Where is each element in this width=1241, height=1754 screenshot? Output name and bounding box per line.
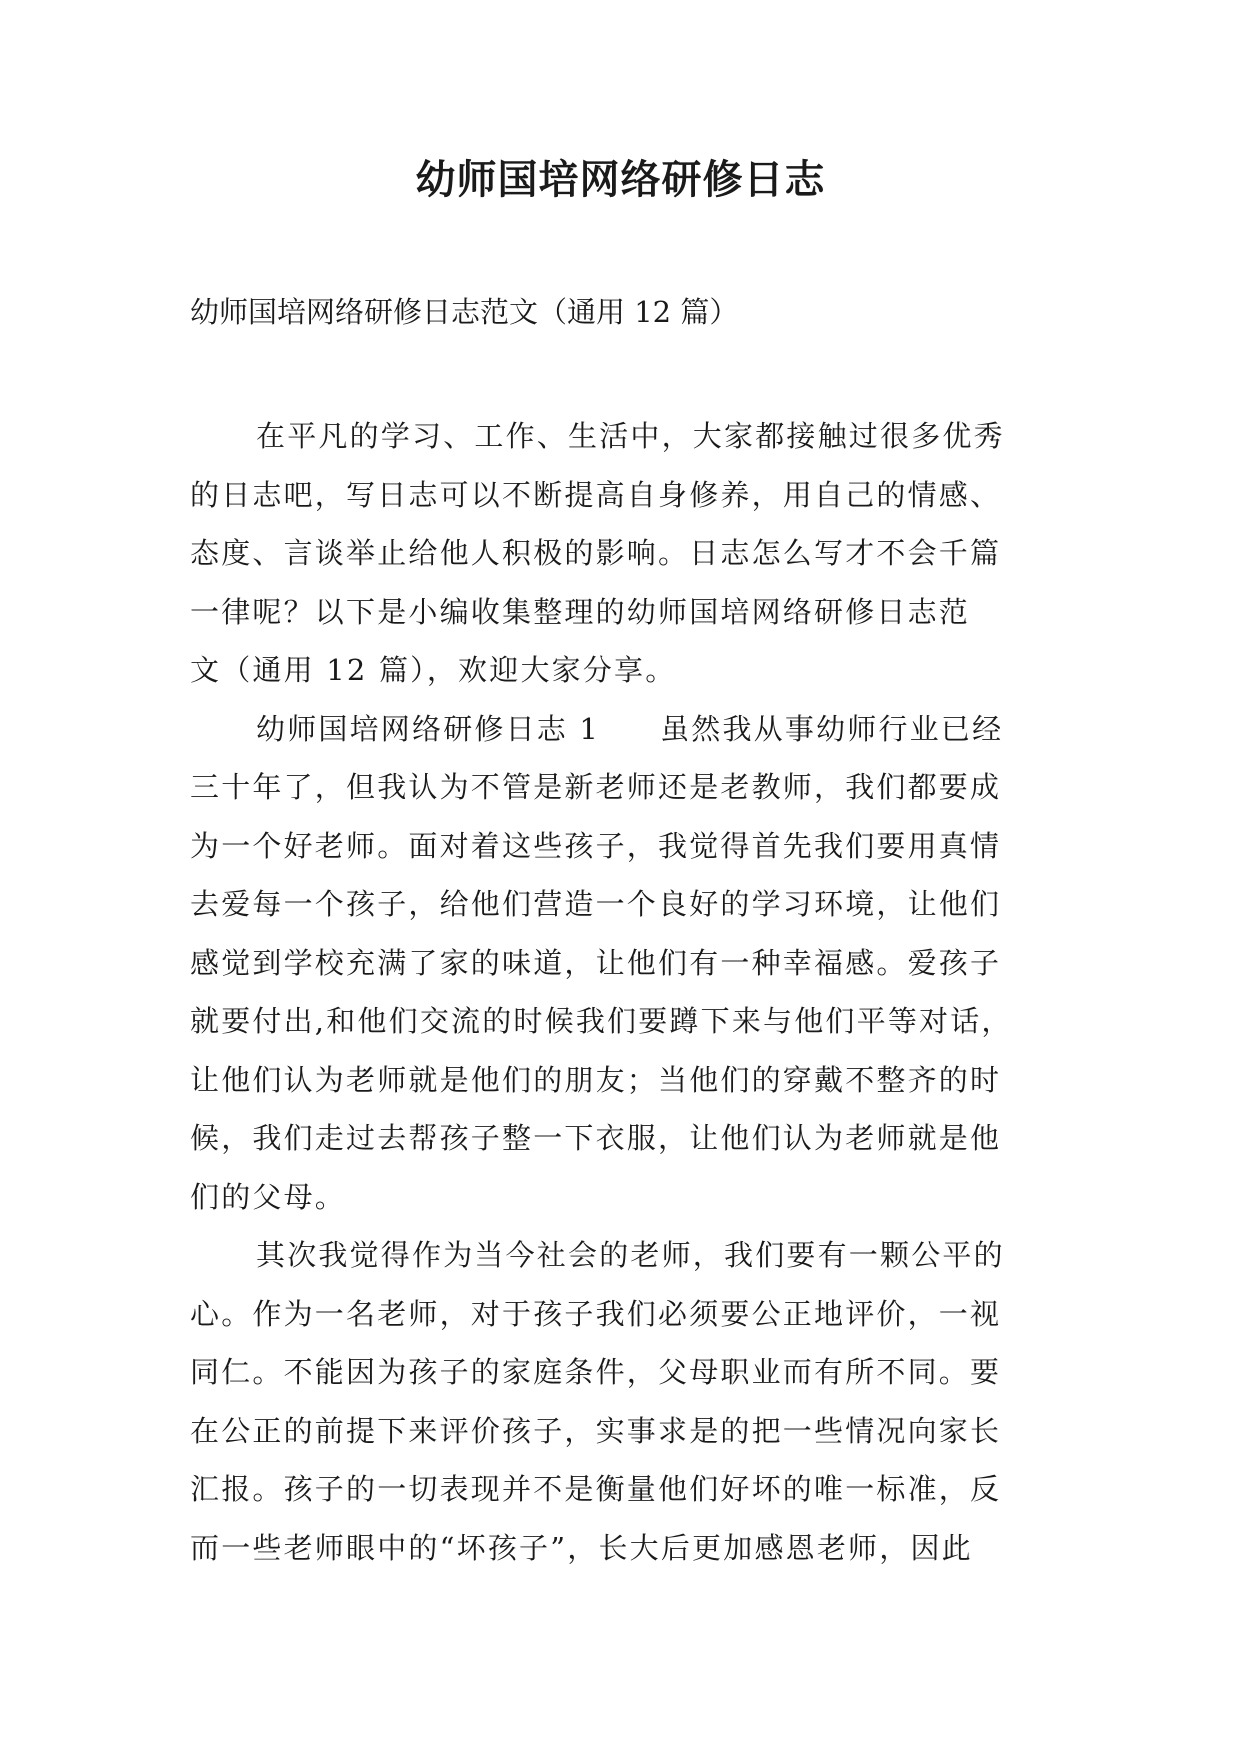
paragraph-line: 去爱每一个孩子，给他们营造一个良好的学习环境，让他们 xyxy=(190,887,1002,921)
document-title: 幼师国培网络研修日志 xyxy=(415,157,826,203)
paragraph-line: 而一些老师眼中的“坏孩子”，长大后更加感恩老师，因此 xyxy=(190,1530,973,1565)
entry-first-line: 虽然我从事幼师行业已经 xyxy=(660,711,1004,746)
paragraph-line: 就要付出,和他们交流的时候我们要蹲下来与他们平等对话， xyxy=(190,1004,1013,1038)
paragraph-line: 一律呢？以下是小编收集整理的幼师国培网络研修日志范 xyxy=(190,594,971,629)
diary-entry-paragraph xyxy=(190,700,1050,1227)
paragraph-line: 在平凡的学习、工作、生活中，大家都接触过很多优秀 xyxy=(256,419,1005,453)
paragraph-line: 文（通用 12 篇），欢迎大家分享。 xyxy=(190,653,677,687)
paragraph-line xyxy=(190,700,1050,759)
paragraph-line: 们的父母。 xyxy=(190,1179,347,1214)
paragraph-line: 三十年了，但我认为不管是新老师还是老教师，我们都要成 xyxy=(190,770,1002,804)
paragraph-line: 为一个好老师。面对着这些孩子，我觉得首先我们要用真情 xyxy=(190,828,1002,863)
paragraph-line: 在公正的前提下来评价孩子，实事求是的把一些情况向家长 xyxy=(190,1413,1002,1448)
paragraph-line: 的日志吧，写日志可以不断提高自身修养，用自己的情感、 xyxy=(190,477,1002,512)
paragraph-line: 其次我觉得作为当今社会的老师，我们要有一颗公平的 xyxy=(256,1238,1005,1272)
paragraph-line: 同仁。不能因为孩子的家庭条件，父母职业而有所不同。要 xyxy=(190,1355,1002,1389)
intro-paragraph xyxy=(190,407,1050,700)
paragraph-line: 感觉到学校充满了家的味道，让他们有一种幸福感。爱孩子 xyxy=(190,945,1002,980)
paragraph-line: 汇报。孩子的一切表现并不是衡量他们好坏的唯一标准，反 xyxy=(190,1472,1002,1506)
paragraph-line: 候，我们走过去帮孩子整一下衣服，让他们认为老师就是他 xyxy=(190,1121,1002,1155)
paragraph-line: 心。作为一名老师，对于孩子我们必须要公正地评价，一视 xyxy=(190,1296,1002,1331)
paragraph-line: 态度、言谈举止给他人积极的影响。日志怎么写才不会千篇 xyxy=(190,536,1002,570)
document-body xyxy=(190,407,1050,1577)
paragraph-line: 让他们认为老师就是他们的朋友；当他们的穿戴不整齐的时 xyxy=(190,1062,1002,1097)
document-subtitle: 幼师国培网络研修日志范文（通用 12 篇） xyxy=(190,295,739,329)
entry-heading: 幼师国培网络研修日志 1 xyxy=(256,711,601,746)
body-paragraph xyxy=(190,1226,1050,1577)
